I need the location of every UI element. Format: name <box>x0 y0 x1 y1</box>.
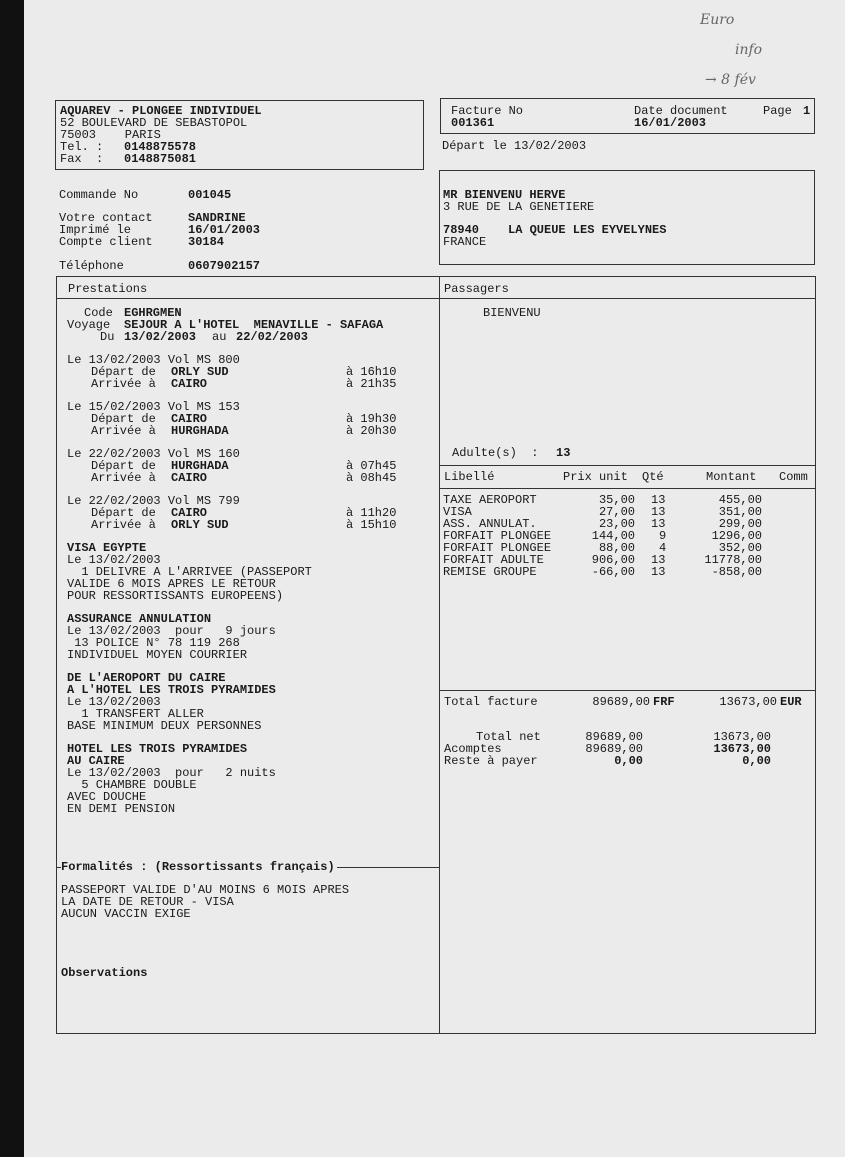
row-libelle: VISA <box>443 505 472 519</box>
agency-box <box>55 100 424 170</box>
visa-title: VISA EGYPTE <box>67 541 147 555</box>
au-value: 22/02/2003 <box>236 330 309 344</box>
invoice-page: 1 <box>803 104 811 118</box>
row-libelle: TAXE AEROPORT <box>443 493 537 507</box>
row-qte: 13 <box>651 553 666 567</box>
transfert-title: DE L'AEROPORT DU CAIRE <box>67 671 226 685</box>
row-libelle: FORFAIT PLONGEE <box>443 541 552 555</box>
formalites-line: AUCUN VACCIN EXIGE <box>61 907 191 921</box>
reste-frf: 0,00 <box>614 754 643 768</box>
flight-line: Le 13/02/2003 Vol MS 800 <box>67 353 240 367</box>
row-montant: 299,00 <box>718 517 762 531</box>
invoice-header-box <box>440 98 815 134</box>
flight-departure: ORLY SUD <box>171 365 229 379</box>
hotel-line: AVEC DOUCHE <box>67 790 147 804</box>
hotel-title: AU CAIRE <box>67 754 125 768</box>
flight-arrival-time: à 21h35 <box>346 377 397 391</box>
header-divider <box>56 298 816 299</box>
flight-line: Le 22/02/2003 Vol MS 799 <box>67 494 240 508</box>
assurance-line: Le 13/02/2003 pour 9 jours <box>67 624 276 638</box>
client-street: 3 RUE DE LA GENETIERE <box>443 200 595 214</box>
telephone-value: 0607902157 <box>188 259 261 273</box>
reste-label: Reste à payer <box>444 754 538 768</box>
transfert-title: A L'HOTEL LES TROIS PYRAMIDES <box>67 683 276 697</box>
adultes-label: Adulte(s) : <box>452 446 539 460</box>
handwritten-note-2: info <box>735 42 763 58</box>
total-frf: 89689,00 <box>592 695 650 709</box>
prestations-header: Prestations <box>68 282 148 296</box>
voyage-value: SEJOUR A L'HOTEL MENAVILLE - SAFAGA <box>124 318 384 332</box>
hotel-title: HOTEL LES TROIS PYRAMIDES <box>67 742 248 756</box>
invoice-page-label: Page <box>763 104 792 118</box>
code-value: EGHRGMEN <box>124 306 182 320</box>
assurance-line: INDIVIDUEL MOYEN COURRIER <box>67 648 248 662</box>
formalites-title: Formalités : (Ressortissants français) <box>61 860 335 874</box>
row-qte: 13 <box>651 517 666 531</box>
row-prix: 27,00 <box>598 505 635 519</box>
transfert-line: Le 13/02/2003 <box>67 695 161 709</box>
adultes-count: 13 <box>556 446 571 460</box>
flight-departure-label: Départ de <box>91 412 156 426</box>
table-header-line <box>439 488 816 489</box>
row-libelle: FORFAIT PLONGEE <box>443 529 552 543</box>
acomptes-label: Acomptes <box>444 742 502 756</box>
reste-eur: 0,00 <box>742 754 771 768</box>
du-label: Du <box>100 330 115 344</box>
invoice-number-label: Facture No <box>451 104 524 118</box>
row-qte: 9 <box>659 529 667 543</box>
net-eur: 13673,00 <box>713 730 771 744</box>
flight-arrival-label: Arrivée à <box>91 518 156 532</box>
agency-fax-label: Fax : <box>60 152 104 166</box>
client-country: FRANCE <box>443 235 487 249</box>
commande-value: 001045 <box>188 188 232 202</box>
au-label: au <box>212 330 227 344</box>
visa-line: Le 13/02/2003 <box>67 553 161 567</box>
agency-fax: 0148875081 <box>124 152 197 166</box>
transfert-line: BASE MINIMUM DEUX PERSONNES <box>67 719 262 733</box>
col-header-qte: Qté <box>642 470 664 484</box>
col-header-montant: Montant <box>706 470 757 484</box>
col-header-prix: Prix unit <box>563 470 628 484</box>
invoice-date: 16/01/2003 <box>634 116 707 130</box>
flight-arrival: ORLY SUD <box>171 518 229 532</box>
row-montant: 1296,00 <box>711 529 762 543</box>
flight-arrival-time: à 08h45 <box>346 471 397 485</box>
agency-address2: 75003 PARIS <box>60 128 161 142</box>
client-postcode: 78940 <box>443 223 480 237</box>
net-frf: 89689,00 <box>585 730 643 744</box>
flight-departure: CAIRO <box>171 506 208 520</box>
flight-arrival-label: Arrivée à <box>91 424 156 438</box>
agency-tel-label: Tel. : <box>60 140 104 154</box>
acomptes-frf: 89689,00 <box>585 742 643 756</box>
col-header-libelle: Libellé <box>444 470 495 484</box>
hotel-line: 5 CHAMBRE DOUBLE <box>67 778 197 792</box>
voyage-label: Voyage <box>67 318 111 332</box>
row-qte: 13 <box>651 505 666 519</box>
currency-frf: FRF <box>653 695 675 709</box>
flight-departure-time: à 11h20 <box>346 506 397 520</box>
total-facture-label: Total facture <box>444 695 538 709</box>
contact-label: Votre contact <box>59 211 153 225</box>
row-qte: 13 <box>651 565 666 579</box>
flight-departure: CAIRO <box>171 412 208 426</box>
contact-value: SANDRINE <box>188 211 246 225</box>
scan-edge <box>0 0 24 1157</box>
row-montant: 455,00 <box>718 493 762 507</box>
table-top-line <box>439 465 816 466</box>
visa-line: 1 DELIVRE A L'ARRIVEE (PASSEPORT <box>67 565 312 579</box>
totals-line <box>439 690 816 691</box>
flight-arrival-label: Arrivée à <box>91 471 156 485</box>
row-montant: 11778,00 <box>704 553 762 567</box>
invoice-date-label: Date document <box>634 104 728 118</box>
flight-departure-time: à 16h10 <box>346 365 397 379</box>
observations-label: Observations <box>61 966 148 980</box>
total-net-label: Total net <box>476 730 541 744</box>
handwritten-note-1: Euro <box>700 12 735 28</box>
flight-arrival: HURGHADA <box>171 424 229 438</box>
code-label: Code <box>84 306 113 320</box>
assurance-line: 13 POLICE N° 78 119 268 <box>67 636 240 650</box>
visa-line: POUR RESSORTISSANTS EUROPEENS) <box>67 589 284 603</box>
assurance-title: ASSURANCE ANNULATION <box>67 612 212 626</box>
imprime-label: Imprimé le <box>59 223 132 237</box>
flight-line: Le 15/02/2003 Vol MS 153 <box>67 400 240 414</box>
formalites-line: LA DATE DE RETOUR - VISA <box>61 895 234 909</box>
flight-departure-time: à 19h30 <box>346 412 397 426</box>
flight-arrival: CAIRO <box>171 377 208 391</box>
agency-tel: 0148875578 <box>124 140 197 154</box>
flight-departure-label: Départ de <box>91 506 156 520</box>
client-name: MR BIENVENU HERVE <box>443 188 566 202</box>
total-eur: 13673,00 <box>719 695 777 709</box>
client-address-box <box>439 170 815 265</box>
transfert-line: 1 TRANSFERT ALLER <box>67 707 204 721</box>
du-value: 13/02/2003 <box>124 330 197 344</box>
invoice-number: 001361 <box>451 116 495 130</box>
hotel-line: Le 13/02/2003 pour 2 nuits <box>67 766 276 780</box>
row-libelle: FORFAIT ADULTE <box>443 553 544 567</box>
departure-date: Départ le 13/02/2003 <box>442 139 587 153</box>
handwritten-note-3: → 8 fév <box>705 72 756 88</box>
row-libelle: REMISE GROUPE <box>443 565 537 579</box>
flight-departure-label: Départ de <box>91 459 156 473</box>
flight-departure: HURGHADA <box>171 459 229 473</box>
acomptes-eur: 13673,00 <box>713 742 771 756</box>
compte-label: Compte client <box>59 235 153 249</box>
visa-line: VALIDE 6 MOIS APRES LE RETOUR <box>67 577 276 591</box>
row-montant: 352,00 <box>718 541 762 555</box>
flight-arrival: CAIRO <box>171 471 208 485</box>
flight-arrival-time: à 20h30 <box>346 424 397 438</box>
client-city: LA QUEUE LES EYVELYNES <box>508 223 667 237</box>
row-prix: 35,00 <box>598 493 635 507</box>
row-prix: 144,00 <box>591 529 635 543</box>
commande-label: Commande No <box>59 188 139 202</box>
row-prix: -66,00 <box>591 565 635 579</box>
row-qte: 4 <box>659 541 667 555</box>
telephone-label: Téléphone <box>59 259 124 273</box>
imprime-value: 16/01/2003 <box>188 223 261 237</box>
passenger-name: BIENVENU <box>483 306 541 320</box>
flight-departure-label: Départ de <box>91 365 156 379</box>
flight-departure-time: à 07h45 <box>346 459 397 473</box>
row-montant: 351,00 <box>718 505 762 519</box>
flight-arrival-label: Arrivée à <box>91 377 156 391</box>
row-qte: 13 <box>651 493 666 507</box>
flight-line: Le 22/02/2003 Vol MS 160 <box>67 447 240 461</box>
agency-address1: 52 BOULEVARD DE SEBASTOPOL <box>60 116 248 130</box>
flight-arrival-time: à 15h10 <box>346 518 397 532</box>
compte-value: 30184 <box>188 235 225 249</box>
hotel-line: EN DEMI PENSION <box>67 802 176 816</box>
col-header-comm: Comm <box>779 470 808 484</box>
agency-name: AQUAREV - PLONGEE INDIVIDUEL <box>60 104 262 118</box>
row-montant: -858,00 <box>711 565 762 579</box>
currency-eur: EUR <box>780 695 802 709</box>
row-prix: 88,00 <box>598 541 635 555</box>
column-divider <box>439 276 440 1034</box>
row-libelle: ASS. ANNULAT. <box>443 517 537 531</box>
row-prix: 23,00 <box>598 517 635 531</box>
formalites-line: PASSEPORT VALIDE D'AU MOINS 6 MOIS APRES <box>61 883 350 897</box>
row-prix: 906,00 <box>591 553 635 567</box>
passagers-header: Passagers <box>444 282 509 296</box>
